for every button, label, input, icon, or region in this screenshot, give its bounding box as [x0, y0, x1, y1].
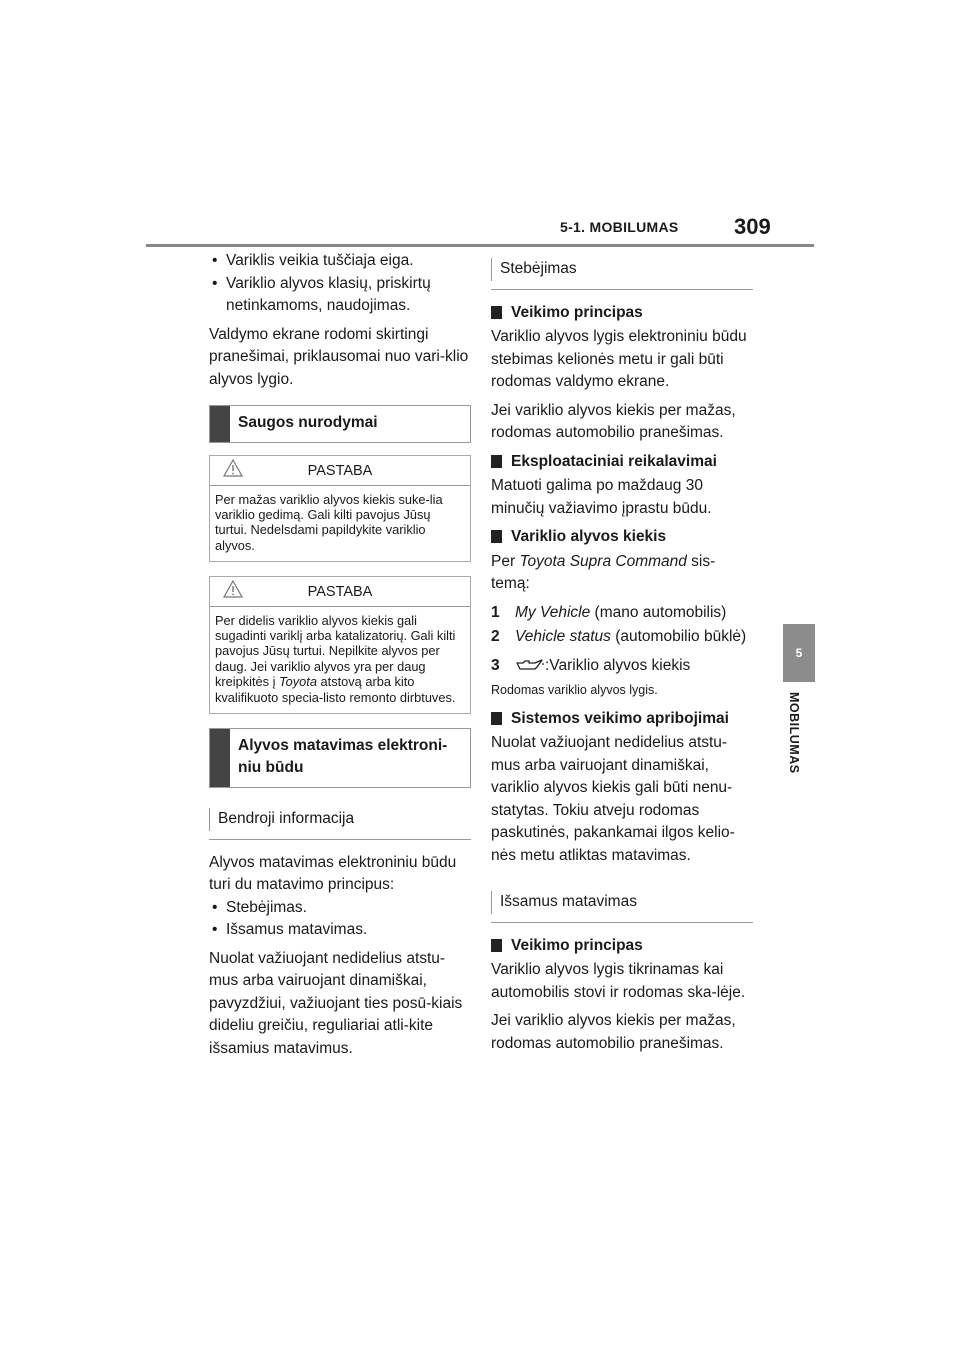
- step-text: (mano automobilis): [590, 603, 727, 621]
- paragraph: Jei variklio alyvos kiekis per mažas, rodomas automobilio pranešimas.: [491, 1012, 736, 1052]
- note-box: [209, 455, 471, 562]
- subsection-bar: [209, 808, 210, 831]
- chapter-label: [787, 692, 807, 792]
- subsection-heading-detailed: [491, 883, 753, 923]
- step-item: [491, 602, 753, 625]
- note-text: [210, 607, 470, 713]
- menu-name: Vehicle status: [515, 628, 611, 645]
- note-header: [210, 577, 470, 606]
- oil-can-icon: [515, 658, 545, 672]
- section-heading-measurement: [209, 728, 471, 788]
- subheading: Sistemos veikimo apribojimai: [491, 708, 753, 731]
- step-number: 1: [491, 603, 500, 621]
- step-text: (automobilio būklė): [610, 628, 747, 645]
- paragraph: Jei variklio alyvos kiekis per mažas, rodomas automobilio pranešimas.: [491, 401, 736, 441]
- text-part: sis-temą:: [491, 552, 716, 592]
- section-title: 5-1. MOBILUMAS: [560, 219, 679, 235]
- bullet-item: • Variklis veikia tuščiaja eiga.: [209, 250, 471, 273]
- subsection-heading-general: [209, 800, 471, 840]
- subsection-heading-monitoring: [491, 250, 753, 290]
- chapter-number: 5: [795, 646, 803, 660]
- caption: Rodomas variklio alyvos lygis.: [491, 683, 658, 697]
- subsection-heading-text: Išsamus matavimas: [500, 893, 637, 910]
- bullet-item: • Variklio alyvos klasių, priskirtų netinkamoms, naudojimas.: [209, 273, 471, 318]
- paragraph: Variklio alyvos lygis elektroniniu būdu stebimas kelionės metu ir gali būti rodomas valdymo ekrane.: [491, 328, 747, 390]
- note-title: PASTABA: [307, 463, 373, 479]
- subsection-bar: [491, 891, 492, 914]
- subheading: Eksploataciniai reikalavimai: [491, 451, 753, 474]
- note-text: Per mažas variklio alyvos kiekis suke-lia variklio gedimą. Gali kilti pavojus Jūsų turtui. Nedelsdami papildykite variklio alyvos.: [215, 491, 443, 553]
- step-number: 2: [491, 628, 500, 645]
- left-column: [209, 250, 471, 1066]
- subheading: Variklio alyvos kiekis: [491, 526, 753, 549]
- note-box: [209, 576, 471, 714]
- bullet-item: • Išsamus matavimas.: [209, 919, 471, 942]
- subsection-bar: [491, 258, 492, 281]
- right-column: [491, 250, 753, 1061]
- bullet-item: • Stebėjimas.: [209, 897, 471, 920]
- paragraph: [491, 551, 753, 596]
- note-header: [210, 456, 470, 485]
- section-heading-text: Saugos nurodymai: [238, 414, 378, 431]
- subsection-heading-text: Stebėjimas: [500, 260, 577, 277]
- step-number: 3: [491, 656, 500, 674]
- text-part: Per: [491, 552, 520, 570]
- note-text-part: atstovą arba kito kvalifikuoto specia-listo remonto dirbtuves.: [215, 674, 456, 705]
- section-bar: [210, 406, 230, 442]
- subheading: Veikimo principas: [491, 302, 753, 325]
- page-number: 309: [734, 214, 771, 239]
- note-text-brand: Toyota: [279, 674, 317, 690]
- paragraph: Nuolat važiuojant nedidelius atstu-mus arba vairuojant dinamiškai, variklio alyvos kiekis gali būti nenu-statytas. Tokiu atveju rodomas paskutinės, pakankamai ilgos kelio-nės metu atliktas matavimas.: [491, 734, 735, 864]
- step-item: [491, 626, 753, 649]
- warning-triangle-icon: [223, 459, 243, 477]
- paragraph: Variklio alyvos lygis tikrinamas kai automobilis stovi ir rodomas ska-lėje.: [491, 961, 746, 1001]
- paragraph: Alyvos matavimas elektroniniu būdu turi du matavimo principus:: [209, 853, 457, 894]
- section-bar: [210, 729, 230, 787]
- paragraph: Matuoti galima po maždaug 30 minučių važiavimo įprastu būdu.: [491, 477, 712, 517]
- subheading: Veikimo principas: [491, 935, 753, 958]
- subsection-heading-text: Bendroji informacija: [218, 810, 355, 828]
- chapter-tab: [783, 624, 815, 682]
- section-heading-safety: [209, 405, 471, 443]
- warning-triangle-icon: [223, 580, 243, 598]
- paragraph: Nuolat važiuojant nedidelius atstu-mus arba vairuojant dinamiškai, pavyzdžiui, važiuojant ties posū-kiais dideliu greičiu, reguliariai atli-kite išsamius matavimus.: [209, 949, 463, 1057]
- chapter-label-text: MOBILUMAS: [787, 692, 801, 774]
- step-text: :Variklio alyvos kiekis: [545, 656, 691, 674]
- paragraph: Valdymo ekrane rodomi skirtingi pranešimai, priklausomai nuo vari-klio alyvos lygio.: [209, 325, 469, 388]
- note-text-part: Per didelis variklio alyvos kiekis gali sugadinti variklį arba katalizatorių. Gali kilti pavojus Jūsų turtui. Nepilkite alyvos per daug. Jei variklio alyvos yra per daug kreipkitės į: [215, 612, 456, 690]
- menu-name: My Vehicle: [515, 603, 591, 621]
- step-item: [491, 655, 753, 678]
- note-title: PASTABA: [307, 584, 373, 601]
- section-heading-text: Alyvos matavimas elektroni-niu būdu: [238, 737, 448, 777]
- header-divider: [146, 244, 814, 247]
- menu-name: Toyota Supra Command: [519, 552, 687, 570]
